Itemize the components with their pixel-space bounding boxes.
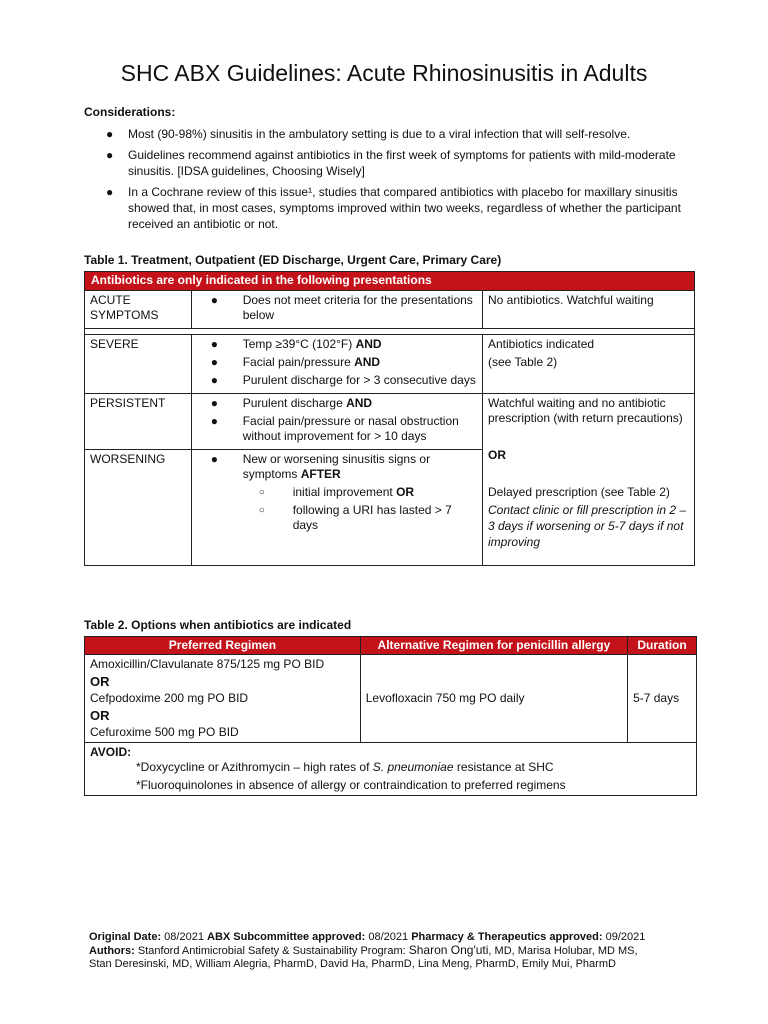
- footer: [89, 931, 689, 971]
- avoid-item: *Fluoroquinolones in absence of allergy or contraindication to preferred regimens: [136, 778, 566, 792]
- table-row: [85, 743, 697, 796]
- considerations-heading: Considerations:: [84, 105, 176, 119]
- table1-header: Antibiotics are only indicated in the following presentations: [85, 272, 695, 291]
- authors-line: Authors: Stanford Antimicrobial Safety & Sustainability Program: Sharon Ong'uti, MD, Marisa Holubar, MD MS,: [89, 943, 638, 957]
- bullet-icon: ●: [210, 414, 218, 428]
- duration-header: Duration: [628, 637, 697, 655]
- persistent-label: PERSISTENT: [85, 394, 192, 450]
- preferred-header: Preferred Regimen: [85, 637, 361, 655]
- preferred-option: Cefuroxime 500 mg PO BID: [90, 725, 239, 739]
- list-item: ● Purulent discharge for > 3 consecutive days: [210, 373, 476, 387]
- duration-value: 5-7 days: [628, 655, 697, 743]
- preferred-option: Amoxicillin/Clavulanate 875/125 mg PO BID: [90, 657, 325, 671]
- list-item: ○ following a URI has lasted > 7 days: [258, 503, 452, 532]
- approval-line: Original Date: 08/2021 ABX Subcommittee approved: 08/2021 Pharmacy & Therapeutics approved: 09/2021: [89, 931, 646, 943]
- persistent-action: Watchful waiting and no antibiotic prescription (with return precautions): [487, 396, 683, 425]
- table1-caption: Table 1. Treatment, Outpatient (ED Discharge, Urgent Care, Primary Care): [84, 253, 502, 267]
- list-item: ● Facial pain/pressure AND: [210, 355, 381, 369]
- list-item: ● Guidelines recommend against antibiotics in the first week of symptoms for patients with mild-moderate sinusitis. [IDSA guidelines, Choosing Wisely]: [106, 148, 676, 178]
- or-label: OR: [90, 674, 110, 689]
- severe-action: Antibiotics indicated: [487, 337, 595, 351]
- or-label: OR: [487, 448, 506, 462]
- table-row: [85, 655, 697, 743]
- severe-label: SEVERE: [85, 335, 192, 394]
- severe-action-ref: (see Table 2): [487, 355, 558, 369]
- list-item: ● In a Cochrane review of this issue¹, studies that compared antibiotics with placebo for maxillary sinusitis showed that, in most cases, symptoms improved within two weeks, regardless of whether the participant received an antibiotic or not.: [106, 185, 681, 231]
- page-title: SHC ABX Guidelines: Acute Rhinosinusitis in Adults: [120, 60, 648, 86]
- bullet-icon: ●: [210, 293, 218, 307]
- delayed-note: Contact clinic or fill prescription in 2 – 3 days if worsening or 5-7 days if not improving: [487, 503, 687, 549]
- acute-label: ACUTE SYMPTOMS: [85, 291, 192, 329]
- bullet-icon: ●: [106, 127, 114, 141]
- table2-caption: Table 2. Options when antibiotics are indicated: [84, 618, 352, 632]
- list-item: ● Does not meet criteria for the presentations below: [210, 293, 473, 322]
- avoid-item: *Doxycycline or Azithromycin – high rates of S. pneumoniae resistance at SHC: [136, 760, 554, 774]
- treatment-table: [84, 271, 695, 566]
- or-label: OR: [90, 708, 110, 723]
- list-item: ● Most (90-98%) sinusitis in the ambulatory setting is due to a viral infection that will self-resolve.: [106, 127, 631, 141]
- table-row: [85, 335, 695, 394]
- bullet-icon: ●: [210, 355, 218, 369]
- worsening-label: WORSENING: [85, 450, 192, 566]
- preferred-option: Cefpodoxime 200 mg PO BID: [90, 691, 249, 705]
- bullet-icon: ●: [210, 373, 218, 387]
- acute-action: No antibiotics. Watchful waiting: [482, 291, 694, 329]
- circle-bullet-icon: ○: [258, 505, 265, 516]
- list-item: ● Facial pain/pressure or nasal obstruction without improvement for > 10 days: [210, 414, 459, 443]
- considerations-list: [84, 126, 684, 232]
- bullet-icon: ●: [106, 148, 114, 162]
- alternative-header: Alternative Regimen for penicillin allergy: [360, 637, 627, 655]
- circle-bullet-icon: ○: [258, 487, 265, 498]
- delayed-prescription: Delayed prescription (see Table 2): [487, 485, 670, 499]
- alternative-regimen: Levofloxacin 750 mg PO daily: [360, 655, 627, 743]
- bullet-icon: ●: [210, 337, 218, 351]
- bullet-icon: ●: [106, 185, 114, 199]
- authors-line-2: Stan Deresinski, MD, William Alegria, PharmD, David Ha, PharmD, Lina Meng, PharmD, Emily Mui, PharmD: [89, 958, 616, 970]
- list-item: ○ initial improvement OR: [258, 485, 415, 499]
- table-row: [85, 291, 695, 329]
- options-table: [84, 636, 697, 796]
- list-item: ● Temp ≥39°C (102°F) AND: [210, 337, 382, 351]
- avoid-label: AVOID:: [90, 745, 132, 759]
- list-item: ● Purulent discharge AND: [210, 396, 373, 410]
- considerations-section: [84, 104, 684, 237]
- bullet-icon: ●: [210, 396, 218, 410]
- bullet-icon: ●: [210, 452, 218, 466]
- table-row: [85, 394, 695, 450]
- list-item: ● New or worsening sinusitis signs or symptoms AFTER: [210, 452, 431, 481]
